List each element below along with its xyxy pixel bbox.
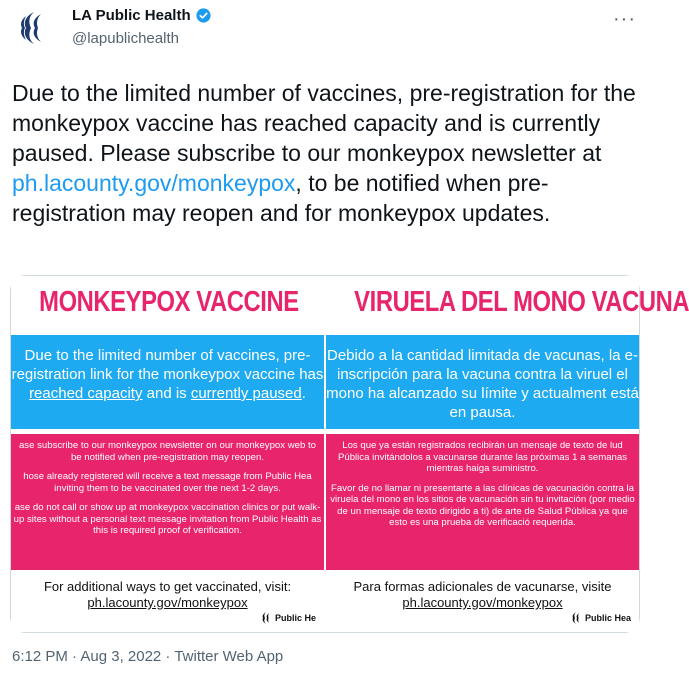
pink-notice <box>11 434 324 570</box>
additional-info <box>326 579 639 611</box>
pink-notice <box>326 434 639 570</box>
image-url: ph.lacounty.gov/monkeypox <box>402 595 563 610</box>
pink-paragraph-2: hose already registered will receive a text message from Public Hea inviting them to be vaccinated over the next 1-2 days. <box>23 471 312 494</box>
tweet-text-after-link: , to be notified when pre-registration may reopen and for monkeypox updates. <box>12 170 551 226</box>
blue-notice <box>11 335 324 429</box>
blue-text-underline-capacity: reached capacity <box>29 385 143 402</box>
pink-paragraph-1: Los que ya están registrados recibirán un mensaje de texto de lud Pública invitándolos a vacunarse durante las próximas 1 a semanas mientras haiga suministro. <box>337 440 628 474</box>
tweet-media[interactable] <box>10 275 689 633</box>
pink-paragraph-1: ase subscribe to our monkeypox newsletter on our monkeypox web to be notified when pre-registration may reopen. <box>18 440 317 463</box>
additional-text: Para formas adicionales de vacunarse, visite <box>353 579 612 594</box>
image-title: VIRUELA DEL MONO VACUNA <box>354 286 689 318</box>
blue-text-underline-paused: currently paused <box>190 385 302 402</box>
blue-text-end: . <box>301 385 306 402</box>
la-county-logo-icon <box>14 8 54 48</box>
newsletter-link[interactable]: ph.lacounty.gov/monkeypox <box>12 170 296 196</box>
pink-paragraph-3: ase do not call or show up at monkeypox vaccination clinics or put walk-up sites without a personal text message invitation from Public Health as this is required proof of verification. <box>13 502 322 536</box>
blue-notice: Debido a la cantidad limitada de vacunas, la e- inscripción para la vacuna contra la viruel el mono ha alcanzado su límite y actualment está en pausa. <box>326 335 639 429</box>
image-title: MONKEYPOX VACCINE <box>39 286 299 318</box>
blue-text-start: Due to the limited number of vaccines, pre-registration link for the monkeypox vaccine has <box>11 347 324 383</box>
image-english[interactable] <box>11 276 324 632</box>
avatar[interactable] <box>12 6 56 50</box>
tweet-timestamp[interactable]: 6:12 PM · Aug 3, 2022 · Twitter Web App <box>12 648 284 665</box>
more-options-icon[interactable]: ··· <box>613 8 636 30</box>
logo-text: Public He <box>274 613 316 623</box>
image-spanish[interactable] <box>326 276 689 632</box>
author-handle[interactable]: @lapublichealth <box>72 30 179 47</box>
county-seal-icon <box>569 611 583 625</box>
author-name-row[interactable] <box>72 7 212 24</box>
tweet-text-before-link: Due to the limited number of vaccines, pre-registration for the monkeypox vaccine has reached capacity and is currently paused. Please subscribe to our monkeypox newsletter at <box>12 80 636 166</box>
pink-paragraph-2: Favor de no llamar ni presentarte a las clínicas de vacunación contra la viruela del mono en los sitios de vacunación sin tu invitación (por medio de un mensaje de texto dirigido a ti) de arte de Salud Pública ya que esto es una prueba de verificació requerida. <box>330 482 635 528</box>
county-seal-icon <box>259 611 273 625</box>
tweet-text <box>12 78 638 228</box>
additional-text: For additional ways to get vaccinated, visit: <box>43 579 292 594</box>
logo-text: Public Hea <box>584 613 631 623</box>
public-health-logo <box>569 611 631 625</box>
additional-info <box>11 579 324 611</box>
image-url: ph.lacounty.gov/monkeypox <box>87 595 248 610</box>
blue-text-mid: and is <box>142 385 191 402</box>
author-name[interactable]: LA Public Health <box>72 7 191 24</box>
public-health-logo <box>259 611 316 625</box>
verified-badge-icon <box>195 7 212 24</box>
